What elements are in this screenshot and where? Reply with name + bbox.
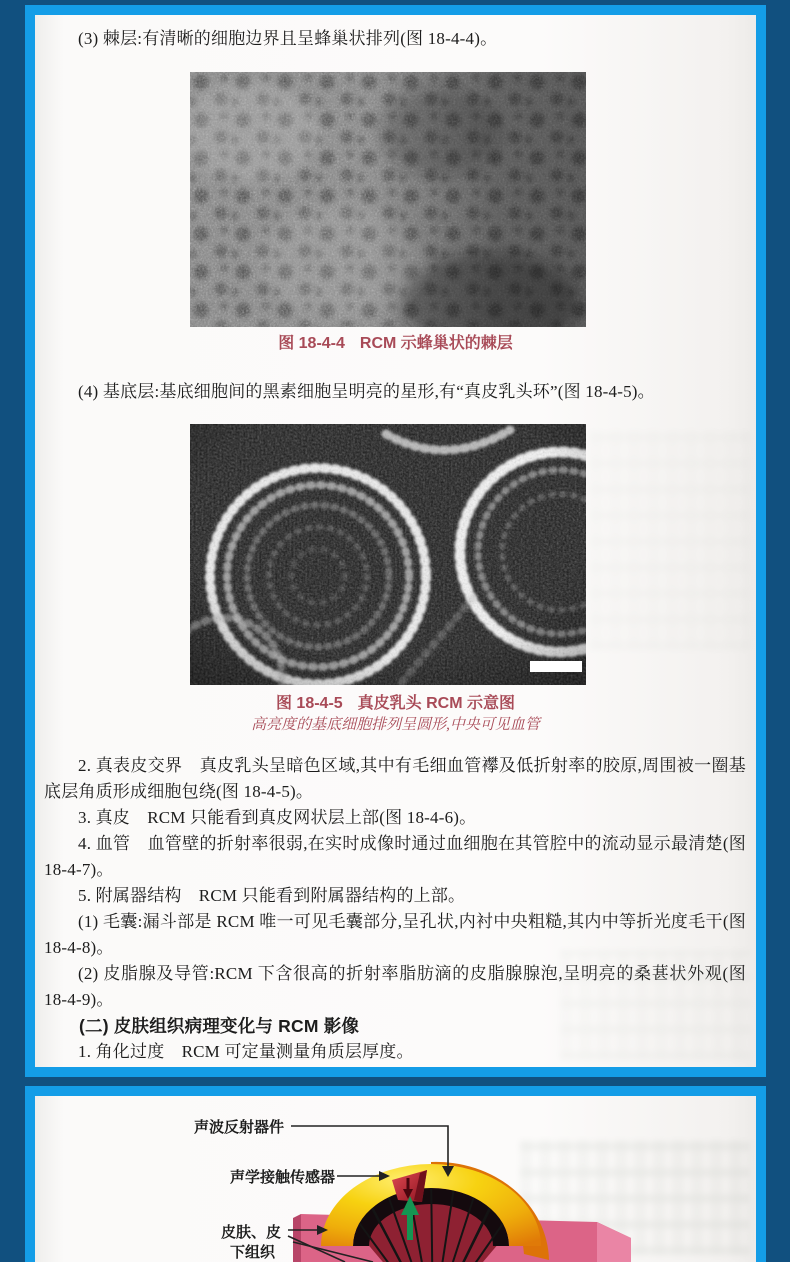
paragraph-dermo-epidermal-junction: 2. 真表皮交界 真皮乳头呈暗色区域,其中有毛细血管襻及低折射率的胶原,周围被一圈基底层角质形成细胞包绕(图 18-4-5)。 xyxy=(44,756,746,801)
paragraph-hair-follicle: (1) 毛囊:漏斗部是 RCM 唯一可见毛囊部分,呈孔状,内衬中央粗糙,其内中等折光度毛干(图 18-4-8)。 xyxy=(44,912,746,957)
paragraph-blood-vessels: 4. 血管 血管壁的折射率很弱,在实时成像时通过血细胞在其管腔中的流动显示最清楚(图 18-4-7)。 xyxy=(44,834,746,879)
figure-title: RCM 示蜂巢状的棘层 xyxy=(359,335,513,352)
figure-18-4-5-caption xyxy=(35,694,756,714)
figure-number: 图 18-4-5 xyxy=(275,695,343,712)
figure-18-4-5-microscopy-image xyxy=(190,424,586,685)
paragraph-dermis: 3. 真皮 RCM 只能看到真皮网状层上部(图 18-4-6)。 xyxy=(78,808,477,827)
label-acoustic-reflector: 声波反射器件 xyxy=(193,1119,284,1136)
section-heading-pathology-rcm: (二) 皮肤组织病理变化与 RCM 影像 xyxy=(79,1016,360,1036)
label-acoustic-contact-sensor: 声学接触传感器 xyxy=(229,1169,335,1186)
intro-line-spinous-layer: (3) 棘层:有清晰的细胞边界且呈蜂巢状排列(图 18-4-4)。 xyxy=(78,29,498,48)
paragraph-sebaceous-gland: (2) 皮脂腺及导管:RCM 下含很高的折射率脂肪滴的皮脂腺腺泡,呈明亮的桑葚状外观(图 18-4-9)。 xyxy=(44,964,746,1009)
reflector-connector-line xyxy=(291,1126,448,1168)
scale-bar xyxy=(530,661,582,672)
label-skin-subcutaneous-line2: 下组织 xyxy=(229,1244,275,1261)
figure-number: 图 18-4-4 xyxy=(278,335,345,352)
figure-18-4-5-subtitle: 高亮度的基底细胞排列呈圆形,中央可见血管 xyxy=(251,717,540,733)
body-text-block xyxy=(44,753,746,1065)
intro-line-basal-layer: (4) 基底层:基底细胞间的黑素细胞呈明亮的星形,有“真皮乳头环”(图 18-4-5)。 xyxy=(78,382,655,401)
vignette xyxy=(190,424,586,685)
acoustic-sensor-skin-diagram xyxy=(35,1096,756,1262)
paragraph-adnexal-structures: 5. 附属器结构 RCM 只能看到附属器结构的上部。 xyxy=(78,886,466,905)
figure-18-4-4-caption xyxy=(35,334,756,354)
label-skin-subcutaneous-line1: 皮肤、皮 xyxy=(220,1224,281,1241)
right-shadow-gradient xyxy=(190,72,586,327)
figure-title: 真皮乳头 RCM 示意图 xyxy=(357,695,516,712)
paragraph-hyperkeratosis: 1. 角化过度 RCM 可定量测量角质层厚度。 xyxy=(78,1042,414,1061)
figure-18-4-4-microscopy-image xyxy=(190,72,586,327)
